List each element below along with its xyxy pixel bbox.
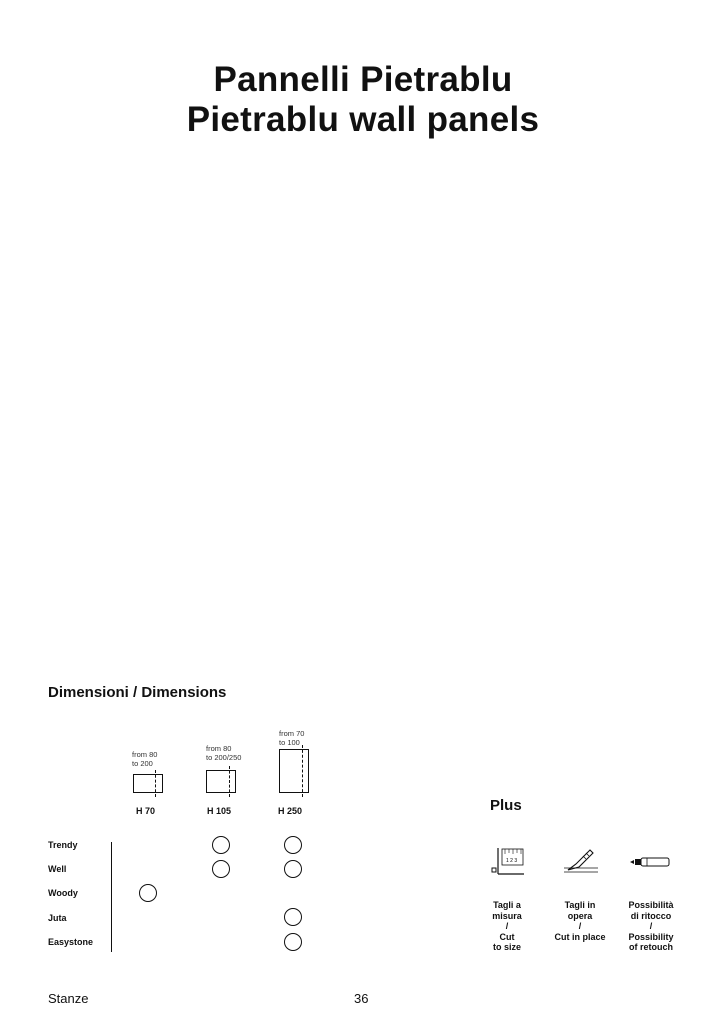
plus-item-cut-in-place: Tagli in opera / Cut in place bbox=[554, 900, 606, 942]
cutter-icon bbox=[562, 846, 600, 878]
dimensions-heading: Dimensioni / Dimensions bbox=[48, 684, 227, 701]
plus-item-retouch: Possibilità di ritocco / Possibility of retouch bbox=[628, 900, 674, 952]
row-label-easystone: Easystone bbox=[48, 937, 94, 947]
row-label-well: Well bbox=[48, 864, 67, 874]
availability-circle-well-h250 bbox=[284, 860, 302, 878]
size-h250-label: H 250 bbox=[278, 806, 303, 816]
marker-icon bbox=[628, 854, 672, 870]
availability-circle-woody-h70 bbox=[139, 884, 157, 902]
size-h70-label: H 70 bbox=[136, 806, 156, 816]
panel-h105-cut-line bbox=[229, 766, 230, 797]
plus-heading: Plus bbox=[490, 797, 522, 814]
page-number: 36 bbox=[354, 991, 369, 1006]
row-label-trendy: Trendy bbox=[48, 840, 78, 850]
plus-item-cut-to-size: Tagli a misura / Cut to size bbox=[492, 900, 522, 952]
row-label-juta: Juta bbox=[48, 913, 67, 923]
page-title-italian: Pannelli Pietrablu bbox=[213, 60, 513, 99]
table-divider-line bbox=[111, 842, 112, 952]
size-h105-label: H 105 bbox=[207, 806, 232, 816]
page-title-english: Pietrablu wall panels bbox=[186, 100, 540, 139]
row-label-woody: Woody bbox=[48, 888, 78, 898]
panel-h250-shape bbox=[279, 749, 309, 793]
size-h105-range: from 80 to 200/250 bbox=[206, 744, 242, 762]
size-h70-range: from 80 to 200 bbox=[132, 750, 158, 768]
size-h250-range: from 70 to 100 bbox=[279, 729, 305, 747]
footer-section-name: Stanze bbox=[48, 991, 89, 1006]
ruler-corner-icon bbox=[490, 846, 526, 878]
panel-h70-cut-line bbox=[155, 770, 156, 797]
availability-circle-trendy-h105 bbox=[212, 836, 230, 854]
availability-circle-well-h105 bbox=[212, 860, 230, 878]
availability-circle-juta-h250 bbox=[284, 908, 302, 926]
panel-h250-cut-line bbox=[302, 745, 303, 797]
svg-text:1 2 3: 1 2 3 bbox=[506, 858, 518, 864]
panel-h70-shape bbox=[133, 774, 163, 793]
panel-h105-shape bbox=[206, 770, 236, 793]
availability-circle-easystone-h250 bbox=[284, 933, 302, 951]
availability-circle-trendy-h250 bbox=[284, 836, 302, 854]
